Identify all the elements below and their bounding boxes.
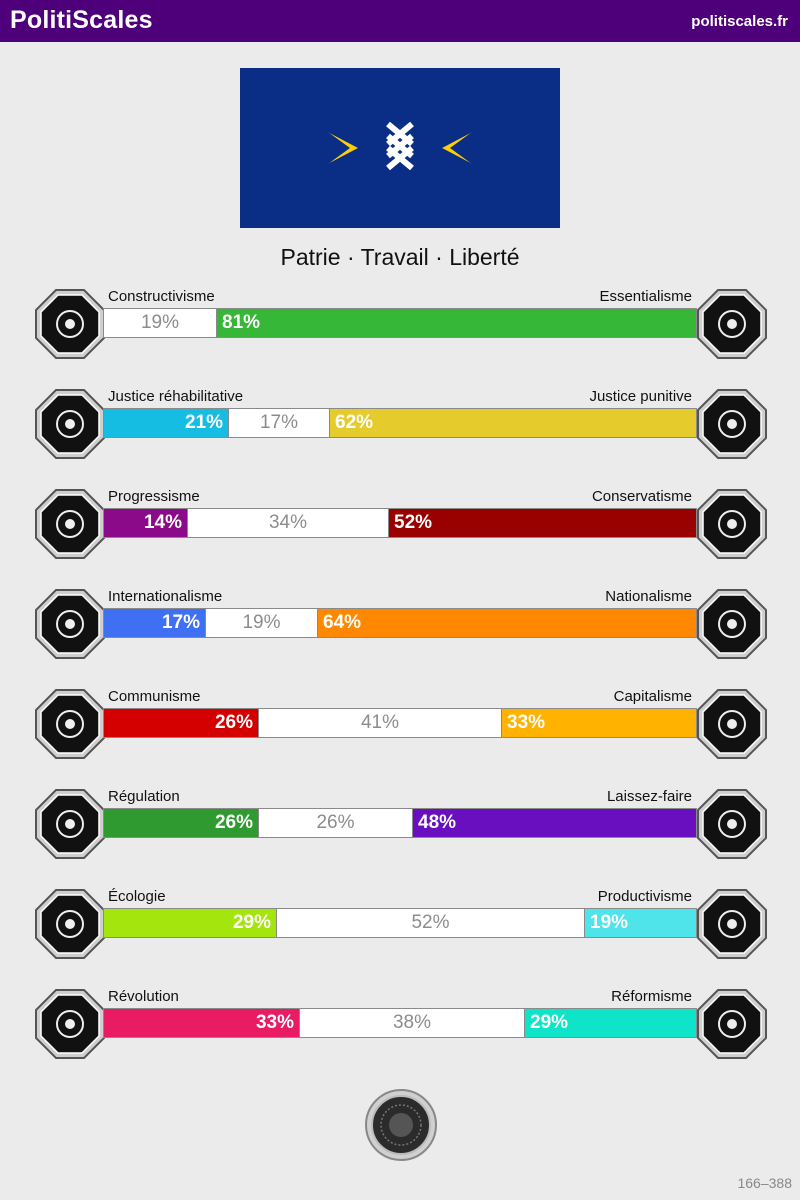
axis-left-value: 14% — [104, 509, 187, 537]
axis-right-value: 81% — [216, 309, 696, 337]
axis-row — [0, 288, 800, 378]
axis-bar — [103, 308, 697, 338]
axis-row — [0, 388, 800, 478]
brand-title[interactable]: PolitiScales — [10, 6, 153, 34]
axis-right-label: Conservatisme — [591, 488, 692, 505]
axis-left-label: Constructivisme — [108, 288, 215, 305]
axis-row — [0, 988, 800, 1078]
prison-bars-icon — [696, 388, 768, 460]
axis-right-value: 64% — [317, 609, 696, 637]
butterfly-icon — [696, 788, 768, 860]
axis-middle-value: 52% — [276, 909, 584, 937]
axis-row — [0, 688, 800, 778]
sprout-icon — [34, 888, 106, 960]
eye-grid-icon — [34, 288, 106, 360]
axis-left-value: 17% — [104, 609, 205, 637]
axis-row — [0, 888, 800, 978]
axis-left-value: 33% — [104, 1009, 299, 1037]
axis-bar — [103, 708, 697, 738]
flag-icon — [696, 588, 768, 660]
axis-right-label: Justice punitive — [589, 388, 692, 405]
axis-right-label: Nationalisme — [605, 588, 692, 605]
axis-right-label: Essentialisme — [599, 288, 692, 305]
axis-bar — [103, 608, 697, 638]
axis-right-value: 29% — [524, 1009, 696, 1037]
ruler-icon — [34, 788, 106, 860]
politiscales-seal-icon — [364, 1088, 438, 1162]
axis-left-label: Écologie — [108, 888, 166, 905]
hammer-sickle-icon — [34, 688, 106, 760]
flag-image — [240, 68, 560, 228]
site-link[interactable]: politiscales.fr — [691, 13, 788, 30]
axis-row — [0, 488, 800, 578]
axis-right-value: 48% — [412, 809, 696, 837]
flower-icon — [696, 288, 768, 360]
axis-bar — [103, 908, 697, 938]
axis-middle-value: 34% — [187, 509, 388, 537]
handshake-icon — [34, 388, 106, 460]
axis-middle-value: 19% — [140, 312, 180, 333]
axis-left-value: 26% — [104, 809, 258, 837]
axis-right-label: Productivisme — [597, 888, 692, 905]
axis-bar — [103, 808, 697, 838]
axis-row — [0, 788, 800, 878]
axis-middle-value: 19% — [205, 609, 317, 637]
axis-middle-value: 38% — [299, 1009, 524, 1037]
axis-right-label: Capitalisme — [613, 688, 692, 705]
axis-left-label: Justice réhabilitative — [108, 388, 244, 405]
axis-left-value: 21% — [104, 409, 228, 437]
axis-left-value: 29% — [104, 909, 276, 937]
axis-middle-value: 41% — [258, 709, 501, 737]
axis-right-label: Laissez-faire — [606, 788, 692, 805]
gear-icon — [696, 888, 768, 960]
header-bar — [0, 0, 800, 42]
ballot-box-icon — [696, 988, 768, 1060]
axis-left-label: Régulation — [108, 788, 180, 805]
axis-right-value: 52% — [388, 509, 696, 537]
result-code: 166–388 — [737, 1175, 792, 1191]
axis-middle-value: 26% — [258, 809, 412, 837]
axis-right-label: Réformisme — [611, 988, 692, 1005]
globe-icon — [34, 588, 106, 660]
axis-bar — [103, 1008, 697, 1038]
axis-left-label: Révolution — [108, 988, 179, 1005]
axis-left-label: Progressisme — [108, 488, 200, 505]
fist-icon — [34, 988, 106, 1060]
axis-bar — [103, 408, 697, 438]
rocket-icon — [34, 488, 106, 560]
axis-right-value: 62% — [329, 409, 696, 437]
flag-motto: Patrie · Travail · Liberté — [280, 244, 520, 270]
money-bag-icon — [696, 688, 768, 760]
axis-right-value: 33% — [501, 709, 696, 737]
axis-row — [0, 588, 800, 678]
axis-left-value: 26% — [104, 709, 258, 737]
axis-right-value: 19% — [584, 909, 696, 937]
quill-icon — [696, 488, 768, 560]
axis-left-label: Communisme — [108, 688, 201, 705]
axis-middle-value: 17% — [228, 409, 329, 437]
axis-left-label: Internationalisme — [108, 588, 223, 605]
axis-bar — [103, 508, 697, 538]
